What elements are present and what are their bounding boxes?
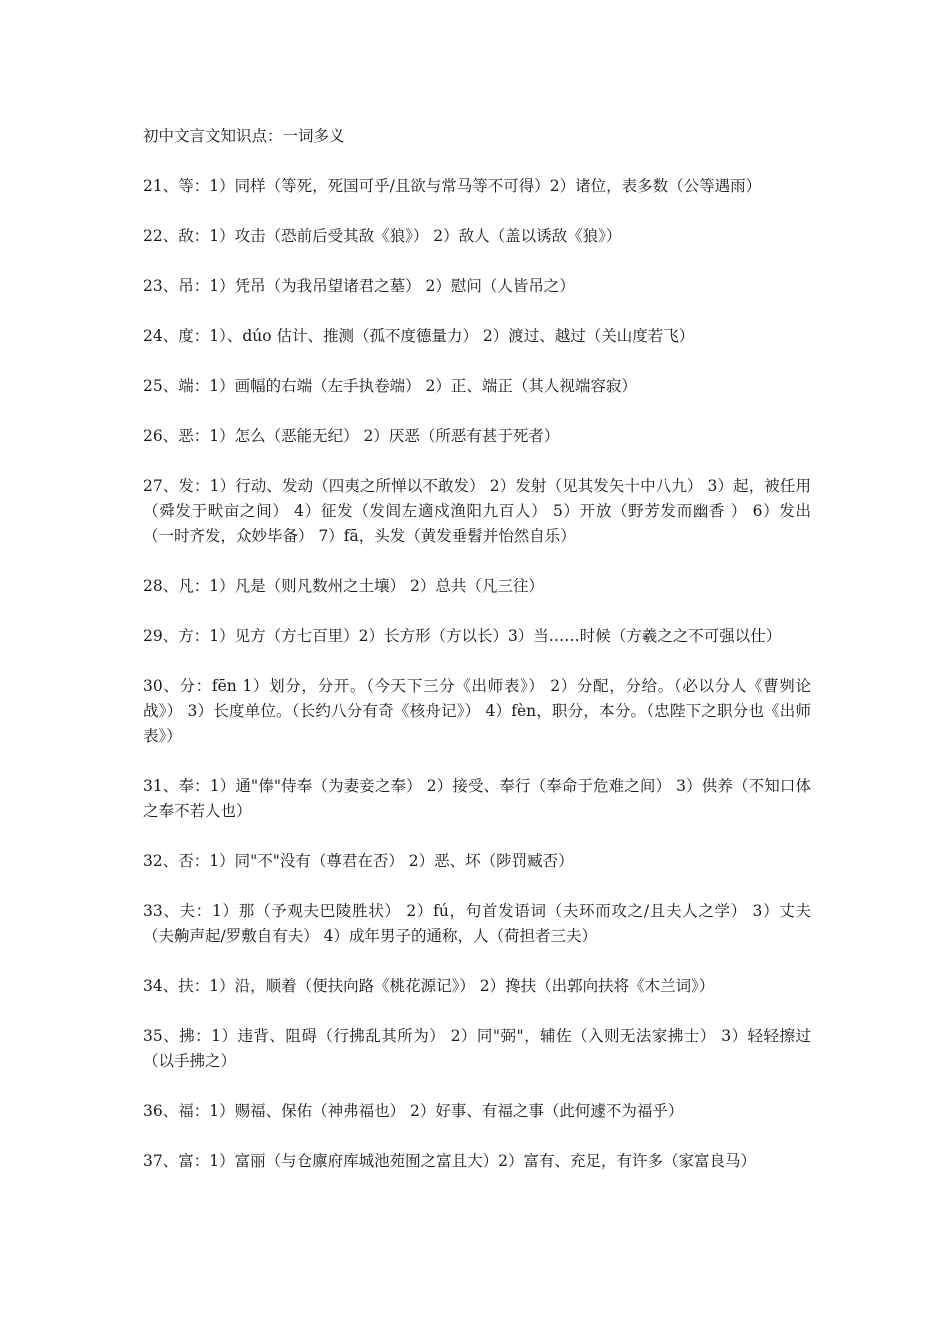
document-title: 初中文言文知识点：一词多义: [143, 127, 345, 145]
entry-33: 33、夫：1）那（予观夫巴陵胜状） 2）fú，句首发语词（夫环而攻之/且夫人之学） 3）丈夫（夫齁声起/罗敷自有夫） 4）成年男子的通称，人（荷担者三夫）: [143, 902, 811, 945]
entry-21: 21、等：1）同样（等死，死国可乎/且欲与常马等不可得）2）诸位，表多数（公等遇雨）: [143, 177, 762, 195]
entry-24: 24、度：1）、dúo 估计、推测（孤不度德量力） 2）渡过、越过（关山度若飞）: [143, 327, 695, 345]
entry-34: 34、扶：1）沿，顺着（便扶向路《桃花源记》） 2）搀扶（出郭向扶将《木兰词》）: [143, 977, 715, 995]
document-page: [143, 124, 811, 1199]
entry-36: 36、福：1）赐福、保佑（神弗福也） 2）好事、有福之事（此何遽不为福乎）: [143, 1102, 684, 1120]
entry-31: 31、奉：1）通"俸"侍奉（为妻妾之奉） 2）接受、奉行（奉命于危难之间） 3）供养（不知口体之奉不若人也）: [143, 777, 811, 820]
entry-28: 28、凡：1）凡是（则凡数州之土壤） 2）总共（凡三往）: [143, 577, 544, 595]
entry-25: 25、端：1）画幅的右端（左手执卷端） 2）正、端正（其人视端容寂）: [143, 377, 637, 395]
entry-23: 23、吊：1）凭吊（为我吊望诸君之墓） 2）慰问（人皆吊之）: [143, 277, 575, 295]
entry-29: 29、方：1）见方（方七百里）2）长方形（方以长）3）当……时候（方羲之之不可强以仕）: [143, 627, 782, 645]
entry-30: 30、分：fēn 1）划分，分开。（今天下三分《出师表》） 2）分配，分给。（必以分人《曹刿论战》） 3）长度单位。（长约八分有奇《核舟记》） 4）fèn，职分，本分。（忠陛下之职分也《出师表》）: [143, 677, 811, 745]
entry-32: 32、否：1）同"不"没有（尊君在否） 2）恶、坏（陟罚臧否）: [143, 852, 574, 870]
entry-26: 26、恶：1）怎么（恶能无纪） 2）厌恶（所恶有甚于死者）: [143, 427, 560, 445]
entry-27: 27、发：1）行动、发动（四夷之所惮以不敢发） 2）发射（见其发矢十中八九） 3）起，被任用（舜发于畎亩之间） 4）征发（发闾左適戍渔阳九百人） 5）开放（野芳发而幽香 ） 6）发出（一时齐发，众妙毕备） 7）fā，头发（黄发垂髫并怡然自乐）: [143, 477, 811, 545]
entry-22: 22、敌：1）攻击（恐前后受其敌《狼》） 2）敌人（盖以诱敌《狼》）: [143, 227, 622, 245]
entry-35: 35、拂：1）违背、阻碍（行拂乱其所为） 2）同"弼"，辅佐（入则无法家拂士） 3）轻轻擦过（以手拂之）: [143, 1027, 811, 1070]
entry-37: 37、富：1）富丽（与仓廪府库城池苑囿之富且大）2）富有、充足，有许多（家富良马）: [143, 1152, 756, 1170]
